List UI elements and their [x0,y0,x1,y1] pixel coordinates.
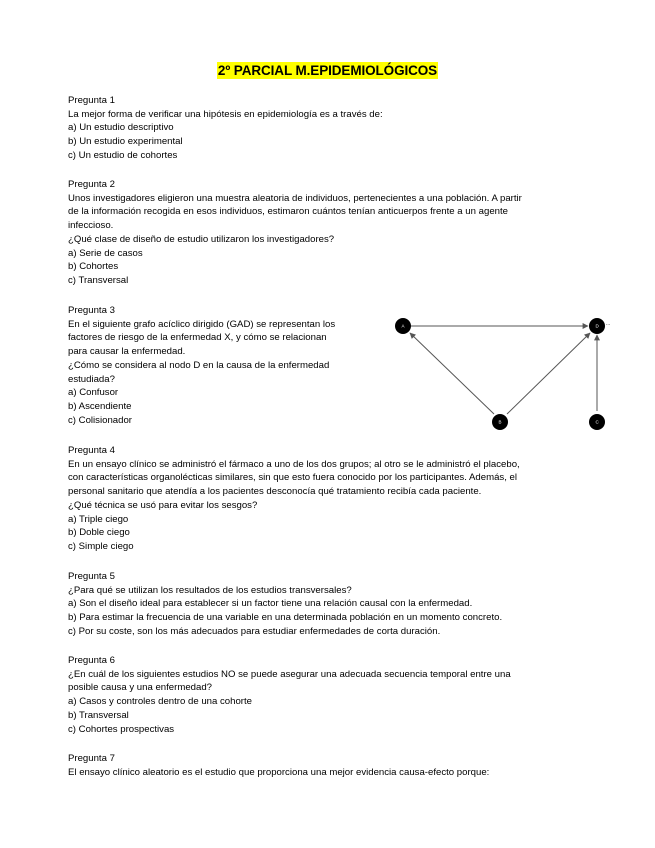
question-heading: Pregunta 3 [68,305,115,316]
answer-option-b: b) Cohortes [68,261,119,273]
dag-node-c-label: C [595,419,599,425]
question-7 [68,752,588,779]
dag-node-b-label: B [498,419,502,425]
dag-diagram [390,310,620,435]
question-stem-line: posible causa y una enfermedad? [68,682,213,694]
question-stem-line: El ensayo clínico aleatorio es el estudio que proporciona una mejor evidencia causa-efecto porque: [68,766,490,778]
answer-option-a: a) Confusor [68,387,119,399]
answer-option-c: c) Colisionador [68,414,132,426]
question-heading: Pregunta 4 [68,445,115,456]
exam-title: 2º PARCIAL M.EPIDEMIOLÓGICOS [217,63,438,78]
answer-option-c: c) Cohortes prospectivas [68,723,175,735]
dag-node-d-label: D [595,323,599,329]
question-stem-line: Unos investigadores eligieron una muestra aleatoria de individuos, pertenecientes a una población. A partir [68,192,522,204]
answer-option-a: a) Triple ciego [68,513,129,525]
answer-option-b: b) Transversal [68,709,129,721]
question-stem-line: En el siguiente grafo acíclico dirigido (GAD) se representan los [68,318,336,330]
question-heading: Pregunta 7 [68,753,115,764]
answer-option-c: c) Un estudio de cohortes [68,149,178,161]
answer-option-a: a) Casos y controles dentro de una cohorte [68,696,252,708]
question-stem-line: La mejor forma de verificar una hipótesis en epidemiología es a través de: [68,108,383,120]
question-stem-line: En un ensayo clínico se administró el fármaco a uno de los dos grupos; al otro se le administró el placebo, [68,458,520,470]
question-stem-line: para causar la enfermedad. [68,346,186,358]
question-stem-line: con características organolécticas similares, sin que esto fuera conocido por los participantes. Además, el [68,472,517,484]
question-stem-line: ¿Para qué se utilizan los resultados de los estudios transversales? [68,584,352,596]
answer-option-b: b) Para estimar la frecuencia de una variable en una determinada población en un momento concreto. [68,612,503,624]
dag-node-d-suffix: ... [606,321,611,327]
answer-option-a: a) Serie de casos [68,247,143,259]
question-2 [68,178,588,288]
answer-option-b: b) Doble ciego [68,527,130,539]
dag-edge-b-a [410,333,494,414]
question-heading: Pregunta 1 [68,95,115,106]
answer-option-c: c) Transversal [68,274,129,286]
question-stem-line: de la información recogida en esos individuos, estimaron cuántos tenían anticuerpos frente a un agente [68,206,508,218]
question-5 [68,570,588,639]
question-heading: Pregunta 6 [68,655,115,666]
title-wrap [0,62,655,80]
question-heading: Pregunta 5 [68,571,115,582]
answer-option-c: c) Por su coste, son los más adecuados para estudiar enfermedades de corta duración. [68,625,441,637]
question-stem-line: ¿Qué clase de diseño de estudio utilizaron los investigadores? [68,233,335,245]
answer-option-c: c) Simple ciego [68,540,134,552]
question-stem-line: ¿En cuál de los siguientes estudios NO se puede asegurar una adecuada secuencia temporal entre una [68,668,511,680]
question-stem-line: infeccioso. [68,220,114,232]
dag-edge-b-d [507,333,590,414]
question-6 [68,654,588,736]
question-stem-line: ¿Qué técnica se usó para evitar los sesgos? [68,499,258,511]
answer-option-b: b) Un estudio experimental [68,136,183,148]
dag-node-a-label: A [401,323,405,329]
question-stem-line: personal sanitario que atendía a los pacientes desconocía qué tratamiento recibía cada paciente. [68,486,482,498]
question-4 [68,444,588,554]
question-heading: Pregunta 2 [68,179,115,190]
answer-option-a: a) Un estudio descriptivo [68,122,174,134]
answer-option-a: a) Son el diseño ideal para establecer si un factor tiene una relación causal con la enfermedad. [68,598,473,610]
question-stem-line: estudiada? [68,373,115,385]
question-1 [68,94,588,163]
question-stem-line: ¿Cómo se considera al nodo D en la causa de la enfermedad [68,359,330,371]
question-stem-line: factores de riesgo de la enfermedad X, y cómo se relacionan [68,332,327,344]
answer-option-b: b) Ascendiente [68,400,132,412]
question-3 [68,304,368,427]
